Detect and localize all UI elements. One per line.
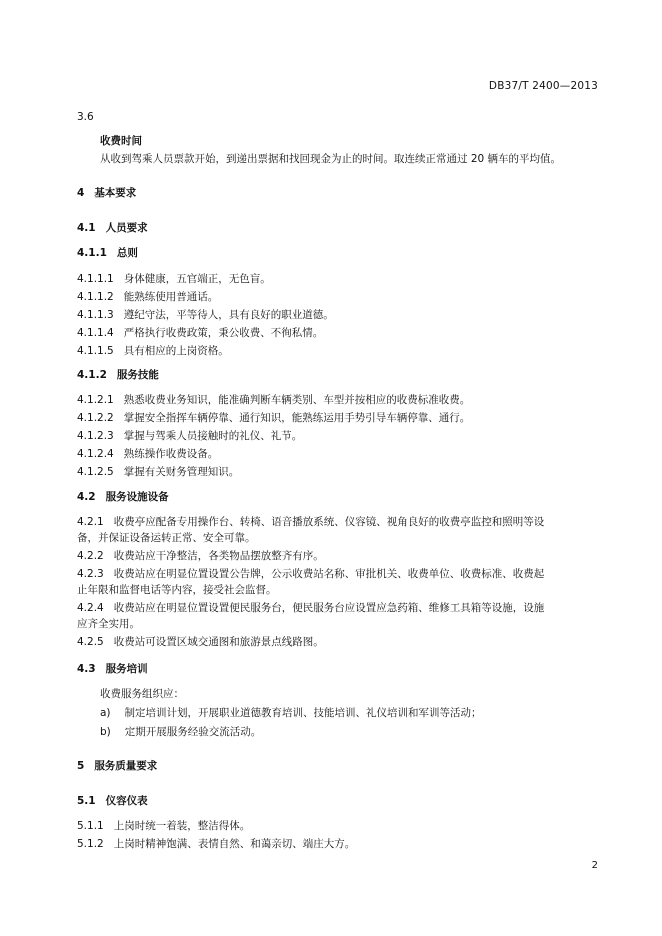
clause-text: 掌握有关财务管理知识。 bbox=[123, 466, 240, 478]
clause-text: 具有相应的上岗资格。 bbox=[123, 345, 229, 357]
clause-text: 掌握与驾乘人员接触时的礼仪、礼节。 bbox=[123, 430, 303, 442]
clause-item bbox=[77, 837, 355, 851]
clause-text: 熟悉收费业务知识，能准确判断车辆类别、车型并按相应的收费标准收费。 bbox=[123, 394, 471, 406]
section-number: 4.1 bbox=[77, 222, 96, 234]
section-title: 基本要求 bbox=[94, 187, 137, 199]
section-number: 4 bbox=[77, 187, 85, 199]
clause-number: 3.6 bbox=[77, 111, 94, 123]
clause-continuation: 止年限和监督电话等内容，接受社会监督。 bbox=[77, 584, 277, 596]
clause-text: 熟练操作收费设备。 bbox=[123, 448, 219, 460]
clause-text: 身体健康，五官端正，无色盲。 bbox=[123, 273, 271, 285]
section-number: 4.2 bbox=[77, 491, 96, 503]
clause-text: 收费站应在明显位置设置公告牌，公示收费站名称、审批机关、收费单位、收费标准、收费起 bbox=[113, 568, 545, 580]
subsection-heading bbox=[77, 246, 138, 260]
term-definition: 从收到驾乘人员票款开始，到递出票据和找回现金为止的时间。取连续正常通过 20 辆车的平均值。 bbox=[100, 153, 562, 165]
clause-item bbox=[77, 393, 470, 407]
clause-number: 4.1.1.1 bbox=[77, 273, 114, 285]
clause-item bbox=[77, 290, 218, 304]
clause-continuation: 备，并保证设备运转正常、安全可靠。 bbox=[77, 532, 256, 544]
subsection-heading bbox=[77, 221, 148, 235]
section-heading bbox=[77, 186, 136, 200]
section-title: 仪容仪表 bbox=[105, 795, 148, 807]
section-number: 4.3 bbox=[77, 663, 96, 675]
clause-text: 遵纪守法，平等待人，具有良好的职业道德。 bbox=[123, 309, 334, 321]
clause-text: 收费站应干净整洁，各类物品摆放整齐有序。 bbox=[113, 550, 324, 562]
clause-number: 4.2.2 bbox=[77, 550, 104, 562]
section-number: 5.1 bbox=[77, 795, 96, 807]
clause-item bbox=[77, 344, 229, 358]
subsection-heading bbox=[77, 368, 159, 382]
clause-text: 上岗时统一着装，整洁得体。 bbox=[113, 820, 251, 832]
section-number: 4.1.1 bbox=[77, 247, 107, 259]
clause-number: 4.2.4 bbox=[77, 602, 104, 614]
list-label: b) bbox=[100, 726, 111, 738]
clause-text: 收费站可设置区域交通图和旅游景点线路图。 bbox=[113, 636, 324, 648]
clause-number: 4.2.1 bbox=[77, 516, 104, 528]
clause-number: 4.1.2.1 bbox=[77, 394, 114, 406]
clause-item bbox=[77, 567, 544, 581]
clause-number: 4.1.1.2 bbox=[77, 291, 114, 303]
clause-text: 收费亭应配备专用操作台、转椅、语音播放系统、仪容镜、视角良好的收费亭监控和照明等设 bbox=[113, 516, 545, 528]
subsection-heading bbox=[77, 662, 148, 676]
section-title: 总则 bbox=[116, 247, 138, 259]
section-title: 服务设施设备 bbox=[105, 491, 169, 503]
clause-text: 上岗时精神饱满、表情自然、和蔼亲切、端庄大方。 bbox=[113, 838, 356, 850]
section-number: 5 bbox=[77, 760, 85, 772]
clause-item bbox=[77, 635, 324, 649]
document-number: DB37/T 2400—2013 bbox=[488, 80, 598, 92]
subsection-heading bbox=[77, 490, 169, 504]
clause-item bbox=[77, 429, 302, 443]
section-title: 服务技能 bbox=[116, 369, 159, 381]
clause-item bbox=[77, 447, 218, 461]
term-heading: 收费时间 bbox=[100, 135, 142, 147]
clause-number: 4.1.2.5 bbox=[77, 466, 114, 478]
subsection-heading bbox=[77, 794, 148, 808]
clause-item bbox=[77, 549, 324, 563]
clause-item bbox=[77, 411, 470, 425]
list-intro: 收费服务组织应： bbox=[100, 688, 184, 700]
clause-item bbox=[77, 601, 544, 615]
clause-text: 收费站应在明显位置设置便民服务台，便民服务台应设置应急药箱、维修工具箱等设施，设施 bbox=[113, 602, 545, 614]
section-heading bbox=[77, 759, 157, 773]
section-title: 人员要求 bbox=[105, 222, 148, 234]
clause-number: 4.2.5 bbox=[77, 636, 104, 648]
section-number: 4.1.2 bbox=[77, 369, 107, 381]
clause-number: 4.1.1.3 bbox=[77, 309, 114, 321]
list-label: a) bbox=[100, 707, 111, 719]
clause-number: 4.1.1.5 bbox=[77, 345, 114, 357]
clause-text: 能熟练使用普通话。 bbox=[123, 291, 219, 303]
clause-item bbox=[77, 308, 334, 322]
clause-text: 严格执行收费政策，秉公收费、不徇私情。 bbox=[123, 327, 324, 339]
clause-item bbox=[77, 515, 544, 529]
clause-text: 掌握安全指挥车辆停靠、通行知识，能熟练运用手势引导车辆停靠、通行。 bbox=[123, 412, 471, 424]
clause-number: 4.1.2.3 bbox=[77, 430, 114, 442]
clause-number: 4.1.1.4 bbox=[77, 327, 114, 339]
clause-number: 5.1.2 bbox=[77, 838, 104, 850]
list-text: 定期开展服务经验交流活动。 bbox=[124, 726, 262, 738]
page-number: 2 bbox=[591, 860, 598, 871]
clause-number: 5.1.1 bbox=[77, 820, 104, 832]
clause-continuation: 应齐全实用。 bbox=[77, 618, 140, 630]
list-text: 制定培训计划，开展职业道德教育培训、技能培训、礼仪培训和军训等活动； bbox=[124, 707, 482, 719]
section-title: 服务培训 bbox=[105, 663, 148, 675]
clause-item bbox=[77, 326, 323, 340]
list-item bbox=[100, 725, 261, 739]
clause-item bbox=[77, 272, 271, 286]
list-item bbox=[100, 706, 482, 720]
section-title: 服务质量要求 bbox=[94, 760, 158, 772]
clause-item bbox=[77, 465, 239, 479]
clause-item bbox=[77, 819, 250, 833]
clause-number: 4.1.2.4 bbox=[77, 448, 114, 460]
clause-number: 4.1.2.2 bbox=[77, 412, 114, 424]
clause-number: 4.2.3 bbox=[77, 568, 104, 580]
